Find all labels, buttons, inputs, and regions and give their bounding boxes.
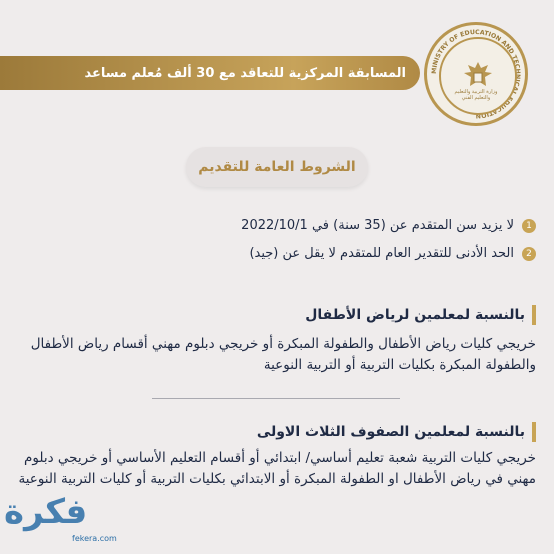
seal-arabic-text: وزارة التربية والتعليم والتعليم الفني [454, 89, 498, 101]
condition-number: 1 [522, 219, 536, 233]
condition-text: الحد الأدنى للتقدير العام للمتقدم لا يقل عن (جيد) [249, 246, 514, 261]
kindergarten-title: بالنسبة لمعلمين لرياض الأطفال [305, 307, 525, 323]
accent-bar [532, 422, 536, 442]
section-divider [152, 398, 400, 399]
seal-english-text: MINISTRY OF EDUCATION AND TECHNICAL EDUCATION [430, 28, 522, 120]
condition-item [36, 246, 536, 261]
seal-emblem [439, 37, 517, 115]
header-banner [0, 56, 420, 90]
site-watermark [4, 492, 150, 552]
condition-number: 2 [522, 247, 536, 261]
condition-text: لا يزيد سن المتقدم عن (35 سنة) في 2022/10/1 [241, 218, 514, 233]
watermark-logo: فكرة [4, 492, 88, 532]
kindergarten-heading [305, 305, 536, 325]
general-conditions-title [186, 147, 368, 187]
primary-heading [257, 422, 536, 442]
primary-body: خريجي كليات التربية شعبة تعليم أساسي/ ابتدائي أو أقسام التعليم الأساسي أو خريجي دبلوم مهني في رياض الأطفال او الطفولة المبكرة أو الابتدائي بكليات التربية أو كليات التربية النوعية [18, 450, 536, 487]
accent-bar [532, 305, 536, 325]
ministry-seal [424, 22, 528, 126]
kindergarten-body: خريجي كليات رياض الأطفال والطفولة المبكرة أو خريجي دبلوم مهني أقسام رياض الأطفال والطفولة المبكرة بكليات التربية أو التربية النوعية [30, 336, 536, 373]
watermark-url: fekera.com [72, 534, 117, 543]
header-banner-text: المسابقة المركزية للتعاقد مع 30 ألف مُعلم مساعد [84, 65, 406, 81]
condition-item [36, 218, 536, 233]
primary-title: بالنسبة لمعلمين الصفوف الثلاث الاولى [256, 424, 525, 440]
section-title: الشروط العامة للتقديم [198, 159, 356, 175]
